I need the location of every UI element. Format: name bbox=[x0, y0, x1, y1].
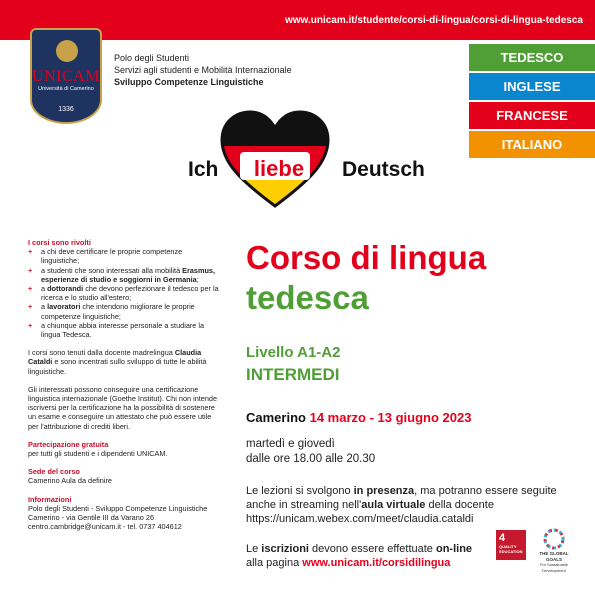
crest-icon bbox=[56, 40, 78, 62]
language-tabs bbox=[469, 44, 595, 160]
registration-info: Le iscrizioni devono essere effettuate on-line alla pagina www.unicam.it/corsidilingua bbox=[246, 543, 473, 569]
org-line-1: Polo degli Studenti bbox=[114, 53, 190, 63]
course-title-line-1: Corso di lingua bbox=[246, 239, 487, 276]
tab-tedesco[interactable]: TEDESCO bbox=[469, 44, 595, 71]
lessons-info: Le lezioni si svolgono in presenza, ma potranno essere seguite anche in streaming nell'aula virtuale della docente https://unicam.webex.com/meet/claudia.cataldi bbox=[246, 485, 557, 525]
webex-link[interactable]: https://unicam.webex.com/meet/claudia.cataldi bbox=[246, 513, 474, 525]
certification-text: Gli interessati possono conseguire una certificazione linguistica internazionale (Goethe Institut). Chi non intende iscriversi per la certificazione ha la possibilità di sostenere un esame e conseguire un attestato che può essere utile per l'attribuzione di crediti liberi. bbox=[28, 384, 218, 431]
slogan-deutsch: Deutsch bbox=[342, 158, 425, 181]
info-sidebar bbox=[28, 238, 220, 531]
org-line-2: Servizi agli studenti e Mobilità Internazionale bbox=[114, 65, 292, 75]
course-date-range: 14 marzo - 13 giugno 2023 bbox=[309, 410, 472, 425]
tab-inglese[interactable]: INGLESE bbox=[469, 73, 595, 100]
slogan-liebe: liebe bbox=[253, 156, 305, 181]
contact-heading: Informazioni bbox=[28, 494, 72, 504]
free-text: per tutti gli studenti e i dipendenti UNICAM. bbox=[28, 449, 168, 459]
venue-text: Camerino Aula da definire bbox=[28, 476, 112, 486]
sdg-quality-education-badge: 4 QUALITY EDUCATION bbox=[496, 530, 526, 560]
plus-icon: + bbox=[28, 284, 33, 294]
level-label: Livello A1-A2 bbox=[246, 344, 341, 361]
contact-line-1: Polo degli Studenti - Sviluppo Competenze Linguistiche bbox=[28, 503, 208, 513]
audience-list bbox=[28, 247, 220, 339]
registration-link[interactable]: www.unicam.it/corsidilingua bbox=[302, 557, 451, 569]
contact-line-2: Camerino - via Gentile III da Varano 26 bbox=[28, 513, 155, 523]
plus-icon: + bbox=[28, 302, 33, 312]
contact-line-3: centro.cambridge@unicam.it - tel. 0737 404612 bbox=[28, 522, 182, 532]
course-title bbox=[246, 238, 486, 318]
audience-heading: I corsi sono rivolti bbox=[28, 238, 91, 247]
unicam-logo bbox=[30, 28, 102, 124]
logo-subtitle: Università di Camerino bbox=[38, 86, 94, 92]
teacher-name: Claudia Cataldi bbox=[28, 348, 202, 367]
free-heading: Partecipazione gratuita bbox=[28, 439, 109, 449]
course-dates bbox=[246, 410, 471, 425]
venue-heading: Sede del corso bbox=[28, 467, 80, 477]
schedule-days: martedì e giovedì bbox=[246, 438, 335, 450]
list-item: + a lavoratori che intendono migliorare le proprie competenze linguistiche; bbox=[28, 302, 195, 321]
course-title-line-2: tedesca bbox=[246, 279, 369, 316]
logo-year: 1336 bbox=[58, 106, 74, 113]
logo-name: UNICAM bbox=[32, 68, 100, 85]
org-line-3: Sviluppo Competenze Linguistiche bbox=[114, 77, 264, 87]
level-name: INTERMEDI bbox=[246, 365, 340, 384]
plus-icon: + bbox=[28, 320, 33, 330]
global-goals-badge: THE GLOBAL GOALS For Sustainable Development bbox=[532, 528, 576, 573]
list-item: + a chi deve certificare le proprie competenze linguistiche; bbox=[28, 247, 183, 266]
org-block bbox=[114, 52, 292, 88]
slogan-ich: Ich bbox=[188, 158, 219, 181]
course-level bbox=[246, 342, 340, 386]
global-goals-icon bbox=[543, 528, 565, 550]
plus-icon: + bbox=[28, 265, 33, 275]
course-schedule bbox=[246, 437, 375, 467]
slogan bbox=[184, 110, 454, 220]
header-url-link[interactable]: www.unicam.it/studente/corsi-di-lingua/corsi-di-lingua-tedesca bbox=[284, 15, 583, 26]
teacher-text: I corsi sono tenuti dalla docente madrelingua Claudia Cataldi e sono incentrati sullo sviluppo di tutte le abilità linguistiche. bbox=[28, 348, 207, 376]
list-item: + a dottorandi che devono perfezionare il tedesco per la ricerca e lo studio all'estero; bbox=[28, 284, 219, 303]
list-item: + a studenti che sono interessati alla mobilità Erasmus, esperienze di studio e soggiorni in Germania; bbox=[28, 265, 216, 284]
schedule-hours: dalle ore 18.00 alle 20.30 bbox=[246, 453, 376, 465]
course-city: Camerino bbox=[246, 410, 306, 425]
tab-italiano[interactable]: ITALIANO bbox=[469, 131, 595, 158]
tab-francese[interactable]: FRANCESE bbox=[469, 102, 595, 129]
plus-icon: + bbox=[28, 247, 33, 257]
list-item: + a chiunque abbia interesse personale a studiare la lingua Tedesca. bbox=[28, 320, 205, 340]
